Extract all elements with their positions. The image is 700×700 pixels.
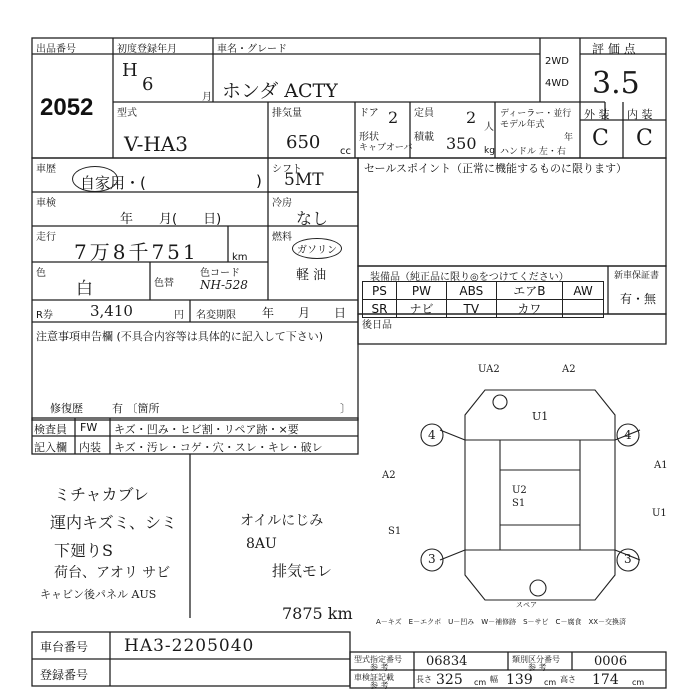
history-label: 車歴 (36, 164, 56, 175)
capacity-value: 2 (466, 108, 477, 127)
damage-legend: A－キズ E－エクボ U－凹み W－補修跡 S－サビ C－腐食 XX－交換済 (376, 618, 627, 626)
color-label: 色 (36, 268, 46, 279)
tire-rr-grade: 3 (624, 552, 632, 566)
recycle-value: 3,410 (90, 302, 133, 320)
equip-empty (563, 300, 604, 318)
cert-label: 車検証記載 (354, 673, 394, 682)
ref-label-2: 参 考 (528, 663, 547, 672)
mark-u1-top: U1 (532, 410, 549, 423)
designation-label: 型式指定番号 (354, 655, 402, 664)
dealer-label: ディーラー・並行 (500, 109, 572, 119)
shape-label: 形状 (359, 132, 379, 143)
shape-value: キャブオーバ (359, 143, 413, 153)
tire-fr-grade: 4 (624, 428, 632, 442)
doors-value: 2 (388, 108, 399, 127)
first-reg-year: 6 (142, 74, 154, 95)
mileage-unit: km (232, 252, 248, 263)
category-value: 0006 (594, 654, 628, 669)
model-name-label: 車名・グレード (217, 44, 287, 55)
color-change-label: 色替 (154, 278, 174, 289)
recycle-unit: 円 (174, 310, 184, 321)
equipment-label: 装備品（純正品に限り◎をつけてください） (370, 272, 569, 283)
note-3: 下廻りS (54, 541, 113, 560)
drive-2wd: 2WD (545, 56, 569, 67)
note-5: キャビン後パネル AUS (40, 588, 157, 601)
inspector-line2: キズ・汚レ・コゲ・穴・スレ・キレ・破レ (114, 441, 323, 454)
height-unit: cm (632, 678, 645, 687)
tire-fl-grade: 4 (428, 428, 436, 442)
capacity-unit: 人 (484, 122, 494, 133)
handle-label: ハンドル 左・右 (500, 147, 566, 157)
width-label: 幅 (490, 675, 498, 684)
mileage-label: 走行 (36, 232, 56, 243)
mileage-value: 7万8千751 (74, 240, 199, 264)
note-6: オイルにじみ (240, 513, 324, 529)
height-label: 高さ (560, 675, 576, 684)
equipment-row (363, 300, 604, 318)
exterior-label: 外 装 (584, 108, 610, 121)
height-value: 174 (592, 672, 619, 688)
repair-value: 有 〔箇所 (112, 402, 160, 415)
record-label: 記入欄 (34, 441, 67, 454)
equip-airbag: エアB (496, 282, 562, 300)
note-8: 排気モレ (272, 562, 333, 580)
equip-sr: SR (363, 300, 397, 318)
disp-unit: cc (340, 146, 351, 157)
history-close: ) (256, 172, 262, 190)
inspection-label: 車検 (36, 198, 56, 209)
length-unit: cm (474, 678, 487, 687)
fuel-gasoline: ガソリン (292, 238, 342, 259)
load-unit: kg (484, 146, 495, 156)
spare-label: スペア (516, 601, 537, 609)
mark-u1-right: U1 (652, 508, 667, 519)
length-value: 325 (436, 672, 463, 688)
type-label: 型式 (117, 108, 137, 119)
ref-label-1: 参 考 (370, 663, 389, 672)
repair-close: 〕 (340, 402, 351, 415)
interior-label: 内 装 (627, 108, 653, 121)
disp-value: 650 (286, 132, 321, 153)
mark-s1: S1 (388, 526, 402, 537)
capacity-label: 定員 (414, 108, 434, 119)
model-name: ホンダ ACTY (222, 80, 338, 102)
month-suffix: 月 (202, 92, 212, 103)
mark-a2-left: A2 (382, 470, 396, 481)
seats-label: 後日品 (362, 320, 392, 331)
warranty-value: 有・無 (620, 292, 657, 306)
mark-ua2: UA2 (478, 364, 500, 375)
shift-value: 5MT (284, 170, 324, 190)
ref-label-3: 参 考 (370, 681, 389, 690)
equip-leather: カワ (496, 300, 562, 318)
doors-label: ドア (359, 108, 379, 119)
recycle-label: R券 (36, 310, 53, 321)
load-label: 積載 (414, 132, 434, 143)
inspection-value: 年 月( 日) (120, 212, 222, 227)
ac-label: 冷房 (272, 198, 292, 209)
inspector-interior: 内装 (79, 441, 101, 454)
inspector-fw: FW (80, 421, 98, 434)
interior-grade: C (636, 126, 653, 151)
exterior-grade: C (592, 126, 609, 151)
color-value: 白 (76, 279, 93, 299)
year-suffix: 年 (564, 133, 574, 143)
width-unit: cm (544, 678, 557, 687)
reg-label: 登録番号 (40, 668, 89, 682)
equip-tv: TV (446, 300, 496, 318)
note-2: 運内キズミ、シミ (50, 513, 178, 532)
tire-rl-grade: 3 (428, 552, 436, 566)
first-reg-label: 初度登録年月 (117, 44, 177, 55)
length-label: 長さ (416, 675, 432, 684)
history-circle (72, 166, 118, 192)
note-4: 荷台、アオリ サビ (54, 565, 171, 581)
first-reg-era: H (122, 60, 138, 81)
mark-a2-top: A2 (562, 364, 576, 375)
shift-label: シフト (272, 164, 302, 175)
equip-navi: ナビ (396, 300, 446, 318)
category-label: 類別区分番号 (512, 655, 560, 664)
title-change-value: 年 月 日 (262, 306, 347, 320)
grade-value: 3.5 (592, 66, 640, 101)
grade-label: 評 価 点 (592, 42, 636, 56)
warranty-label: 新車保証書 (614, 271, 660, 281)
color-code-value: NH-528 (200, 278, 248, 292)
color-code-label: 色コード (200, 268, 240, 279)
note-1: ミチャカブレ (54, 485, 149, 504)
load-value: 350 (446, 134, 477, 153)
chassis-label: 車台番号 (40, 640, 89, 654)
designation-value: 06834 (426, 654, 468, 669)
history-value: 自家用・( (80, 174, 146, 192)
fuel-label: 燃料 (272, 232, 292, 243)
notes-label: 注意事項申告欄 (不具合内容等は具体的に記入して下さい) (36, 330, 324, 343)
title-change-label: 名変期限 (196, 310, 236, 321)
note-7: 8AU (246, 536, 277, 552)
drive-4wd: 4WD (545, 78, 569, 89)
equip-aw: AW (563, 282, 604, 300)
disp-label: 排気量 (272, 108, 302, 119)
sales-label: セールスポイント（正常に機能するものに限ります） (364, 162, 628, 175)
equipment-table (362, 281, 604, 318)
ac-value: なし (296, 209, 329, 228)
equip-abs: ABS (446, 282, 496, 300)
mark-u2-s1: U2 S1 (512, 485, 527, 509)
inspector-line1: キズ・凹み・ヒビ割・リペア跡・×要 (114, 423, 299, 436)
equip-pw: PW (396, 282, 446, 300)
equip-ps: PS (363, 282, 397, 300)
type-value: V-HA3 (124, 132, 188, 156)
mark-a1: A1 (654, 460, 668, 471)
lot-label: 出品番号 (36, 44, 76, 55)
note-9: 7875 km (282, 604, 353, 623)
lot-number: 2052 (40, 94, 94, 121)
model-year-label: モデル年式 (500, 120, 545, 130)
inspector-label: 検査員 (34, 423, 67, 436)
repair-label: 修復歴 (50, 402, 83, 415)
fuel-diesel: 軽 油 (296, 268, 327, 283)
equipment-row (363, 282, 604, 300)
chassis-value: HA3-2205040 (124, 636, 255, 656)
width-value: 139 (506, 672, 533, 688)
